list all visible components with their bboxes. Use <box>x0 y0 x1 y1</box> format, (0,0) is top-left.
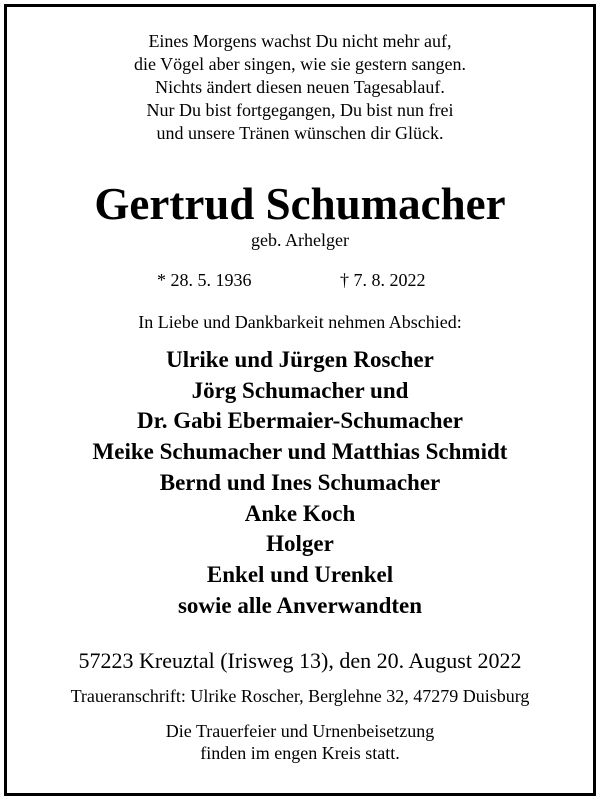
mourner-line: Ulrike und Jürgen Roscher <box>166 347 434 372</box>
ceremony-note <box>0 720 600 764</box>
place-and-date: 57223 Kreuztal (Irisweg 13), den 20. August 2022 <box>78 648 522 673</box>
ceremony-line: Die Trauerfeier und Urnenbeisetzung <box>165 721 435 741</box>
mourner-line: Bernd und Ines Schumacher <box>159 469 441 495</box>
mourner-line: Enkel und Urenkel <box>206 561 394 587</box>
mourner-line: Jörg Schumacher und <box>191 377 409 403</box>
poem-line: Eines Morgens wachst Du nicht mehr auf, <box>148 31 452 51</box>
farewell-intro: In Liebe und Dankbarkeit nehmen Abschied: <box>138 312 462 332</box>
mourners-list <box>0 345 600 621</box>
birth-date: * 28. 5. 1936 <box>157 270 252 290</box>
mourner-line: sowie alle Anverwandten <box>177 592 423 618</box>
poem-line: Nichts ändert diesen neuen Tagesablauf. <box>155 77 445 97</box>
poem-line: Nur Du bist fortgegangen, Du bist nun frei <box>146 100 454 120</box>
ceremony-line: finden im engen Kreis statt. <box>200 743 400 763</box>
mourner-line: Dr. Gabi Ebermaier-Schumacher <box>136 408 463 434</box>
mourning-address: Traueranschrift: Ulrike Roscher, Berglehne 32, 47279 Duisburg <box>70 686 530 706</box>
poem-line: die Vögel aber singen, wie sie gestern sangen. <box>133 54 467 74</box>
mourner-line: Meike Schumacher und Matthias Schmidt <box>92 439 508 465</box>
mourner-line: Holger <box>266 531 334 557</box>
poem-line: und unsere Tränen wünschen dir Glück. <box>156 123 444 143</box>
death-date: † 7. 8. 2022 <box>340 270 426 290</box>
maiden-name: geb. Arhelger <box>251 230 349 250</box>
memorial-poem <box>0 30 600 145</box>
deceased-name: Gertrud Schumacher <box>94 179 506 229</box>
mourner-line: Anke Koch <box>244 500 356 526</box>
